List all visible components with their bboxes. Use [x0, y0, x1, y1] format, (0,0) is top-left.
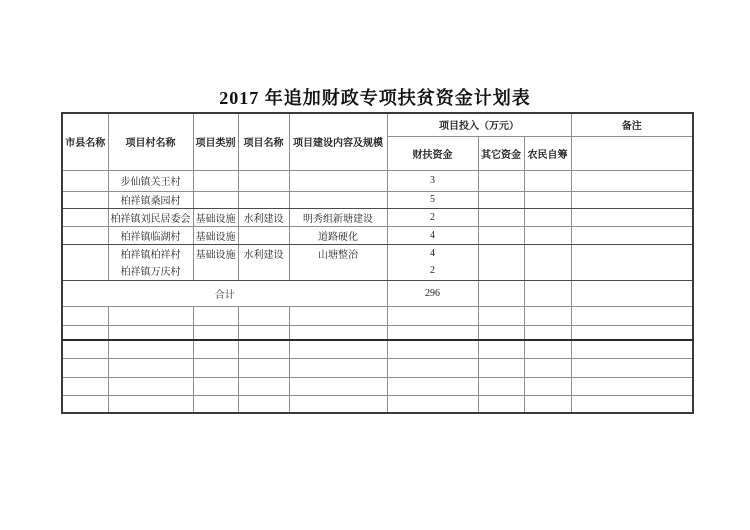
table-row: [62, 226, 693, 244]
total-label: 合计: [62, 280, 387, 306]
empty-cell: [289, 306, 387, 325]
empty-cell: [478, 340, 524, 358]
empty-cell: [524, 395, 571, 413]
header-project-name: 项目名称: [238, 113, 289, 170]
cell-project: [238, 170, 289, 191]
cell-category: 基础设施: [193, 208, 238, 226]
cell-village: 柏祥镇桑园村: [108, 191, 193, 208]
cell-project: 水利建设: [238, 208, 289, 226]
cell-village: 柏祥镇万庆村: [108, 262, 193, 280]
empty-cell: [108, 340, 193, 358]
cell-category: 基础设施: [193, 226, 238, 244]
empty-cell: [62, 306, 108, 325]
empty-cell: [238, 306, 289, 325]
empty-cell: [62, 340, 108, 358]
cell-other-fund: [478, 208, 524, 226]
empty-row: [62, 377, 693, 395]
empty-cell: [478, 325, 524, 340]
header-county: 市县名称: [62, 113, 108, 170]
cell-other-fund: [478, 226, 524, 244]
empty-cell: [62, 395, 108, 413]
cell-fp-fund: 2: [387, 262, 478, 280]
empty-cell: [193, 340, 238, 358]
header-category: 项目类别: [193, 113, 238, 170]
cell-content: 山塘整治: [289, 244, 387, 262]
empty-cell: [193, 325, 238, 340]
cell-content: [289, 262, 387, 280]
empty-cell: [387, 377, 478, 395]
empty-cell: [387, 395, 478, 413]
empty-cell: [238, 377, 289, 395]
empty-row: [62, 325, 693, 340]
empty-cell: [238, 325, 289, 340]
empty-cell: [524, 340, 571, 358]
cell-remark: [571, 191, 693, 208]
empty-cell: [238, 395, 289, 413]
cell-county: [62, 191, 108, 208]
header-other-fund: 其它资金: [478, 136, 524, 170]
header-village: 项目村名称: [108, 113, 193, 170]
empty-cell: [108, 325, 193, 340]
empty-cell: [571, 325, 693, 340]
table-row: [62, 244, 693, 262]
header-investment-group: 项目投入（万元）: [387, 113, 571, 136]
cell-county: [62, 208, 108, 226]
cell-other-fund: [478, 262, 524, 280]
cell-category: 基础设施: [193, 244, 238, 262]
empty-cell: [62, 377, 108, 395]
cell-farmer-self: [524, 191, 571, 208]
cell-fp-fund: 3: [387, 170, 478, 191]
empty-cell: [478, 306, 524, 325]
cell-remark: [571, 226, 693, 244]
empty-cell: [108, 377, 193, 395]
empty-cell: [478, 395, 524, 413]
cell-remark: [571, 244, 693, 262]
total-other-fund: [478, 280, 524, 306]
empty-cell: [387, 306, 478, 325]
poverty-fund-plan-table: [61, 112, 694, 414]
table-row: [62, 191, 693, 208]
cell-farmer-self: [524, 244, 571, 262]
empty-cell: [238, 358, 289, 377]
total-fp-fund: 296: [387, 280, 478, 306]
empty-cell: [108, 306, 193, 325]
empty-cell: [193, 377, 238, 395]
empty-cell: [387, 358, 478, 377]
header-row-top: [62, 113, 693, 136]
cell-other-fund: [478, 170, 524, 191]
page-title: 2017 年追加财政专项扶贫资金计划表: [219, 88, 531, 108]
empty-cell: [62, 358, 108, 377]
empty-row: [62, 306, 693, 325]
cell-project: [238, 262, 289, 280]
cell-project: [238, 226, 289, 244]
empty-cell: [478, 358, 524, 377]
cell-village: 柏祥镇柏祥村: [108, 244, 193, 262]
total-farmer-self: [524, 280, 571, 306]
header-remark-sub: [571, 136, 693, 170]
cell-other-fund: [478, 191, 524, 208]
header-farmer-self: 农民自筹: [524, 136, 571, 170]
empty-row: [62, 340, 693, 358]
cell-village: 柏祥镇临湖村: [108, 226, 193, 244]
table-row: [62, 170, 693, 191]
total-row: [62, 280, 693, 306]
empty-cell: [238, 340, 289, 358]
empty-cell: [289, 325, 387, 340]
cell-village: 步仙镇关王村: [108, 170, 193, 191]
cell-content: 道路硬化: [289, 226, 387, 244]
cell-county: [62, 244, 108, 262]
cell-remark: [571, 208, 693, 226]
cell-category: [193, 262, 238, 280]
empty-cell: [478, 377, 524, 395]
cell-county: [62, 226, 108, 244]
empty-row: [62, 358, 693, 377]
empty-cell: [108, 395, 193, 413]
cell-fp-fund: 4: [387, 226, 478, 244]
cell-project: [238, 191, 289, 208]
empty-cell: [571, 340, 693, 358]
empty-cell: [571, 306, 693, 325]
cell-other-fund: [478, 244, 524, 262]
empty-cell: [193, 358, 238, 377]
empty-cell: [108, 358, 193, 377]
empty-cell: [524, 358, 571, 377]
empty-cell: [193, 306, 238, 325]
empty-row: [62, 395, 693, 413]
empty-cell: [571, 395, 693, 413]
table-row: [62, 208, 693, 226]
empty-cell: [571, 358, 693, 377]
empty-cell: [289, 358, 387, 377]
cell-county: [62, 170, 108, 191]
cell-fp-fund: 4: [387, 244, 478, 262]
cell-remark: [571, 262, 693, 280]
cell-project: 水利建设: [238, 244, 289, 262]
cell-county: [62, 262, 108, 280]
empty-cell: [524, 325, 571, 340]
header-remark: 备注: [571, 113, 693, 136]
empty-cell: [387, 325, 478, 340]
empty-cell: [289, 340, 387, 358]
empty-cell: [387, 340, 478, 358]
header-fp-fund: 财扶资金: [387, 136, 478, 170]
cell-farmer-self: [524, 226, 571, 244]
cell-fp-fund: 5: [387, 191, 478, 208]
cell-category: [193, 191, 238, 208]
cell-content: [289, 170, 387, 191]
empty-cell: [289, 377, 387, 395]
empty-cell: [193, 395, 238, 413]
cell-farmer-self: [524, 170, 571, 191]
empty-cell: [571, 377, 693, 395]
empty-cell: [289, 395, 387, 413]
empty-cell: [524, 306, 571, 325]
cell-remark: [571, 170, 693, 191]
cell-farmer-self: [524, 208, 571, 226]
cell-category: [193, 170, 238, 191]
empty-cell: [524, 377, 571, 395]
cell-content: 明秀组新塘建设: [289, 208, 387, 226]
empty-cell: [62, 325, 108, 340]
total-remark: [571, 280, 693, 306]
header-content-scale: 项目建设内容及规模: [289, 113, 387, 170]
cell-fp-fund: 2: [387, 208, 478, 226]
cell-village: 柏祥镇刘民居委会: [108, 208, 193, 226]
cell-content: [289, 191, 387, 208]
table-row: [62, 262, 693, 280]
cell-farmer-self: [524, 262, 571, 280]
